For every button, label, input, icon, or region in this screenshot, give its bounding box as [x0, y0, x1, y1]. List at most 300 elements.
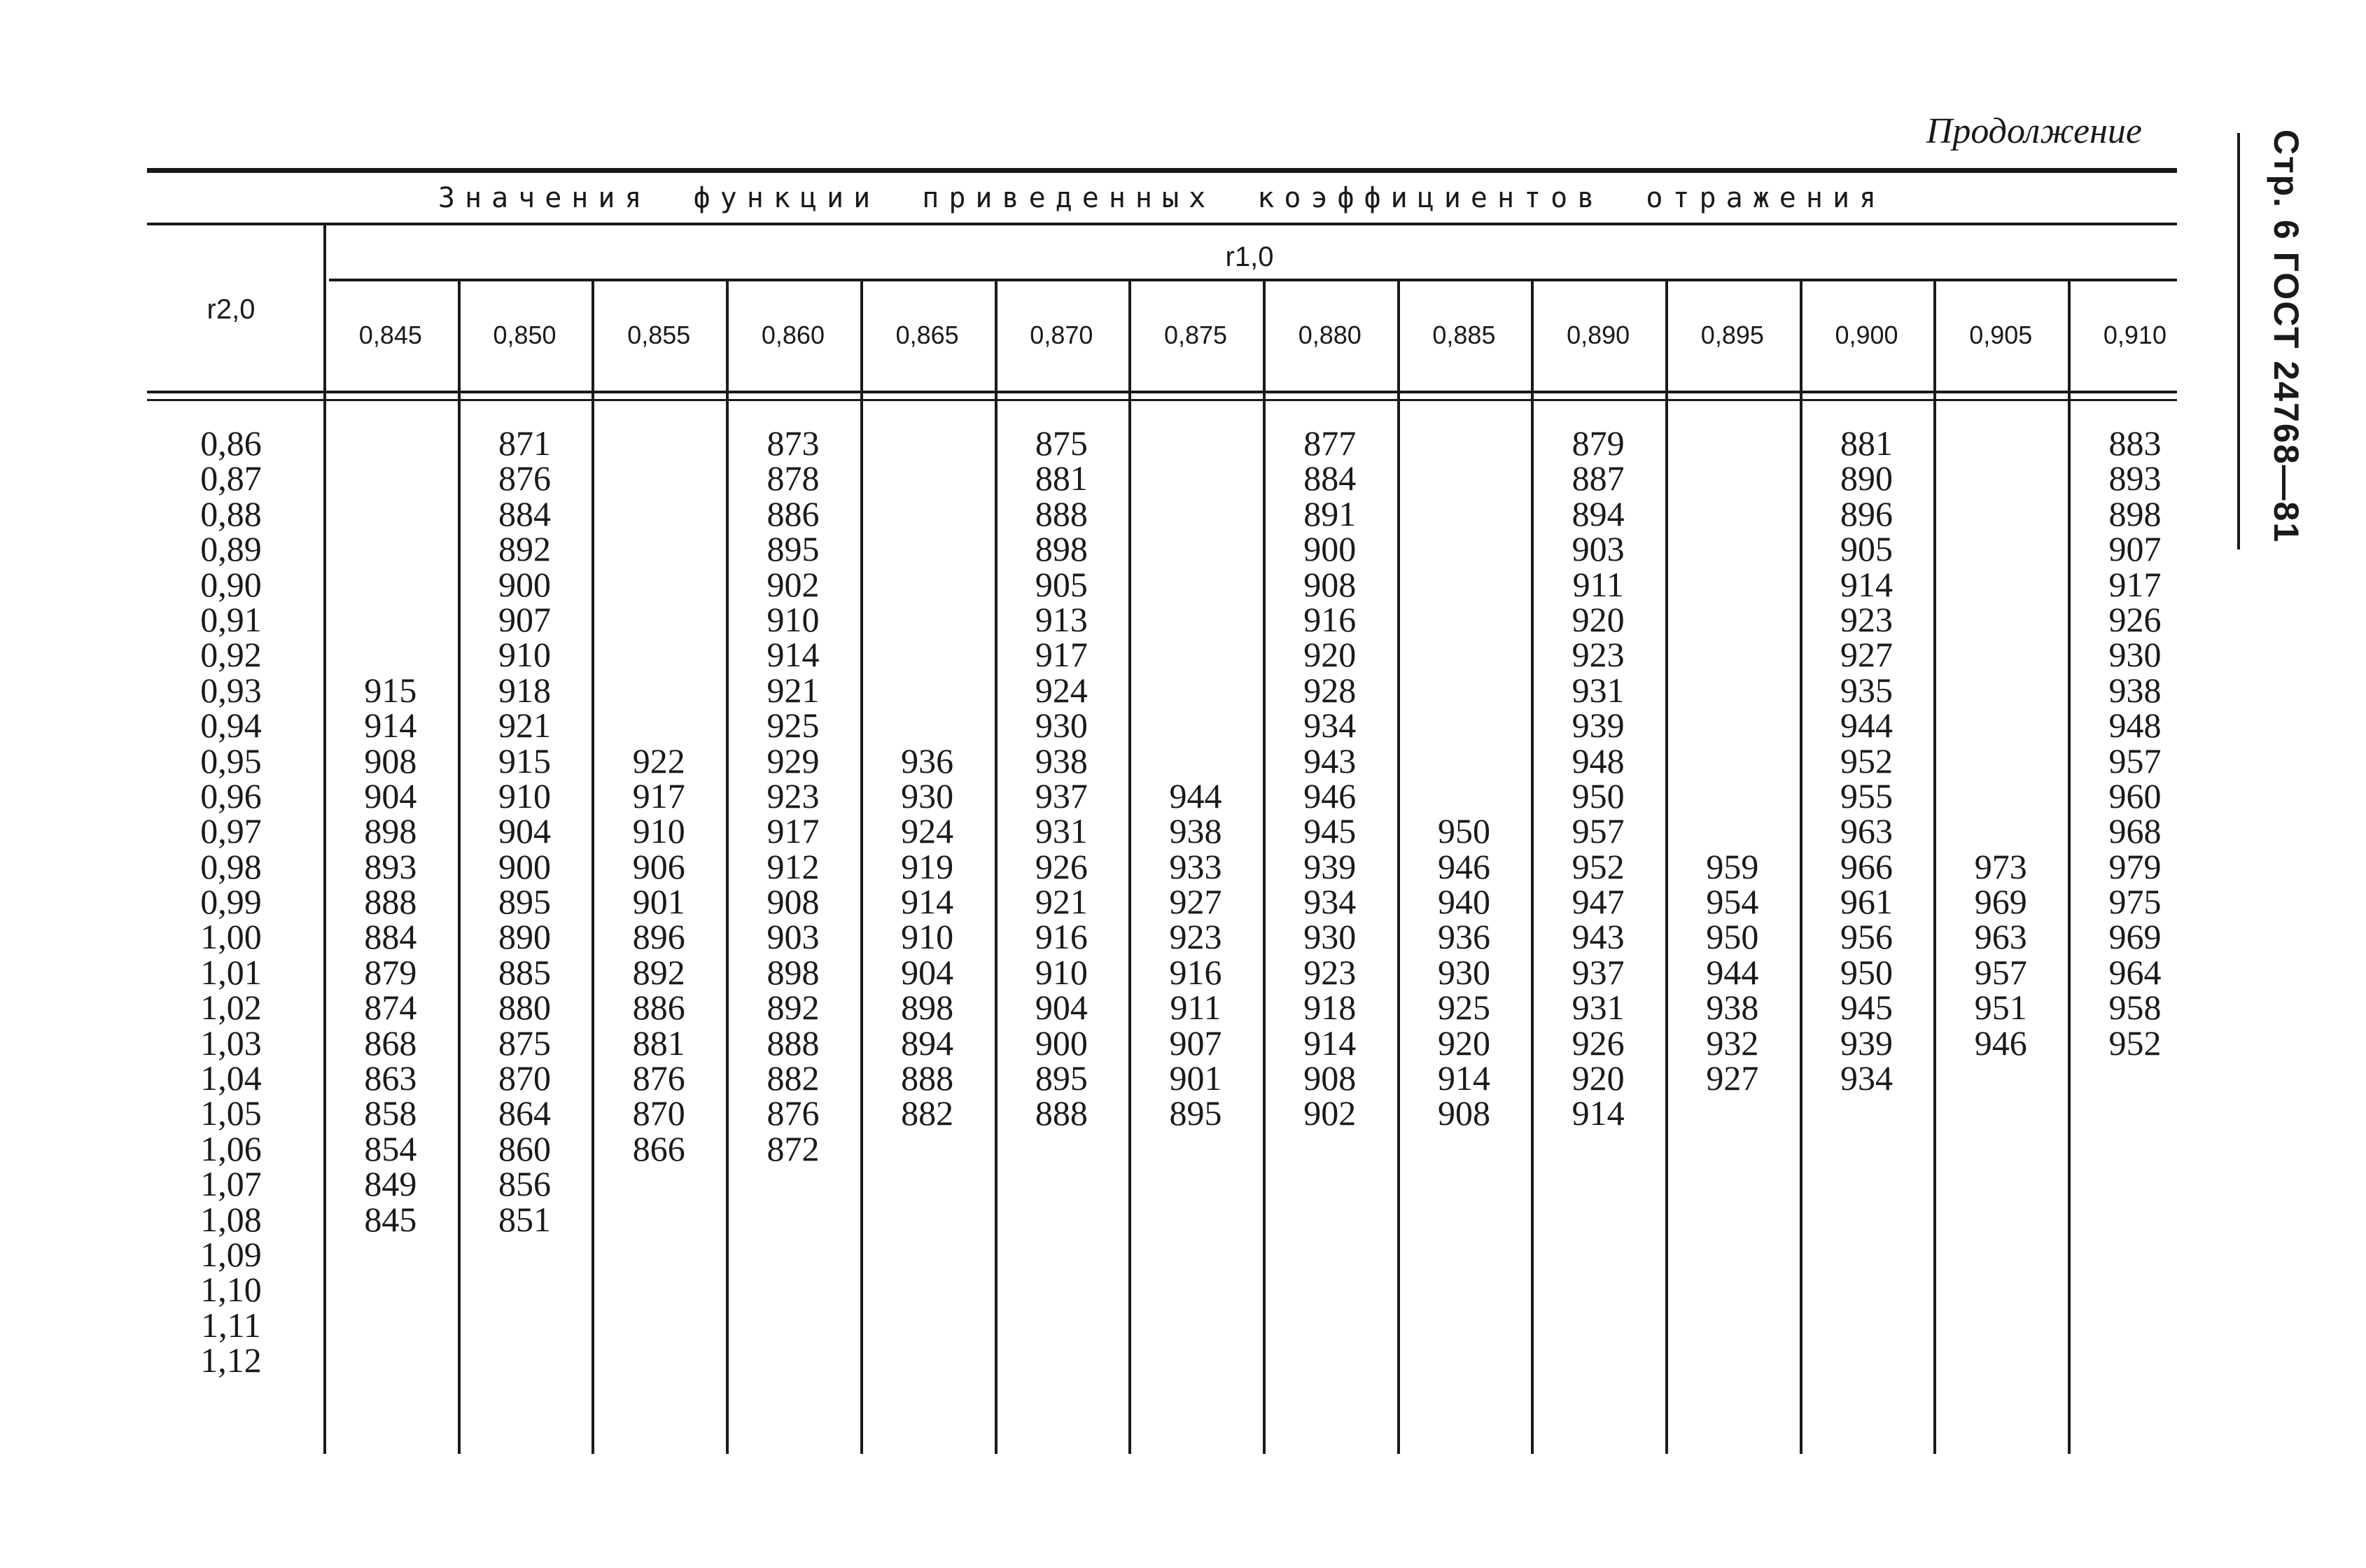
table-cell: 879	[1572, 424, 1625, 463]
data-column	[860, 426, 995, 1378]
table-cell: 888	[1035, 1093, 1088, 1133]
table-cell	[995, 1237, 1129, 1272]
table-cell: 969	[2108, 917, 2162, 957]
table-cell	[995, 1131, 1129, 1166]
table-cell	[323, 1237, 458, 1272]
table-cell: 860	[498, 1128, 552, 1168]
table-cell	[2068, 1166, 2202, 1201]
table-cell	[1397, 637, 1532, 672]
table-cell	[592, 602, 726, 637]
table-cell	[860, 637, 995, 672]
table-cell: 917	[766, 811, 820, 851]
table-cell: 874	[364, 988, 417, 1028]
table-cell	[1397, 567, 1532, 602]
table-cell: 963	[1840, 811, 1893, 851]
table-cell: 898	[364, 811, 417, 851]
row-label: 1,01	[200, 952, 262, 992]
table-cell	[1665, 778, 1800, 813]
row-label: 1,09	[200, 1234, 262, 1274]
table-cell: 926	[1572, 1023, 1625, 1063]
row-label: 0,97	[200, 811, 262, 851]
table-cell	[1665, 602, 1800, 637]
table-cell	[1933, 637, 2068, 672]
table-cell: 939	[1572, 706, 1625, 746]
table-cell	[1665, 1202, 1800, 1237]
table-cell: 948	[1572, 741, 1625, 780]
table-cell	[995, 1308, 1129, 1343]
table-cell	[1665, 1096, 1800, 1130]
table-cell	[323, 567, 458, 602]
table-cell	[323, 1308, 458, 1343]
table-cell: 885	[498, 952, 552, 992]
table-cell: 895	[1035, 1058, 1088, 1098]
table-cell: 956	[1840, 917, 1893, 957]
table-cell: 913	[1035, 599, 1088, 639]
table-cell: 938	[1035, 741, 1088, 780]
table-cell	[458, 1272, 592, 1307]
table-cell	[1397, 1308, 1532, 1343]
table-cell: 915	[364, 670, 417, 710]
table-cell: 905	[1035, 564, 1088, 604]
table-cell: 936	[1437, 917, 1490, 957]
table-cell	[1665, 813, 1800, 848]
table-cell: 934	[1303, 882, 1357, 922]
data-column	[592, 426, 726, 1378]
table-cell: 966	[1840, 846, 1893, 886]
table-cell	[1531, 1131, 1665, 1166]
table-cell: 945	[1303, 811, 1357, 851]
table-cell	[1933, 461, 2068, 496]
table-cell	[860, 1166, 995, 1201]
column-header: 0,885	[1432, 321, 1496, 349]
table-cell	[1800, 1131, 1934, 1166]
table-cell: 936	[901, 741, 954, 780]
table-cell: 919	[901, 846, 954, 886]
table-cell: 898	[766, 952, 820, 992]
table-cell: 868	[364, 1023, 417, 1063]
table-cell: 945	[1840, 988, 1893, 1028]
table-cell: 881	[632, 1023, 685, 1063]
table-cell: 930	[1437, 952, 1490, 992]
table-cell: 910	[901, 917, 954, 957]
row-labels	[147, 426, 315, 1378]
table-cell	[1933, 602, 2068, 637]
table-cell: 914	[1303, 1023, 1357, 1063]
table-cell: 876	[766, 1093, 820, 1133]
table-cell: 890	[498, 917, 552, 957]
table-cell	[860, 602, 995, 637]
table-cell	[592, 1237, 726, 1272]
table-cell	[323, 1272, 458, 1307]
column-header: 0,855	[627, 321, 691, 349]
table-cell	[1933, 1096, 2068, 1130]
table-cell	[1665, 708, 1800, 743]
table-cell: 914	[364, 706, 417, 746]
table-cell	[1531, 1308, 1665, 1343]
table-cell: 916	[1303, 599, 1357, 639]
table-cell	[1128, 743, 1263, 778]
row-label: 0,87	[200, 458, 262, 498]
table-cell: 948	[2108, 706, 2162, 746]
table-cell: 878	[766, 458, 820, 498]
header-rule-1	[147, 391, 2177, 393]
table-cell	[1397, 673, 1532, 708]
row-label: 1,02	[200, 988, 262, 1028]
table-cell: 917	[632, 776, 685, 816]
table-cell	[323, 1343, 458, 1378]
table-cell	[1128, 426, 1263, 461]
table-cell	[458, 1237, 592, 1272]
column-header: 0,910	[2103, 321, 2166, 349]
table-cell: 896	[632, 917, 685, 957]
table-cell	[1933, 813, 2068, 848]
table-cell: 908	[1437, 1093, 1490, 1133]
table-cell: 896	[1840, 493, 1893, 533]
table-cell	[592, 708, 726, 743]
row-label: 0,89	[200, 529, 262, 569]
table-cell: 881	[1035, 458, 1088, 498]
header-rule-2	[147, 399, 2177, 401]
row-label: 0,88	[200, 493, 262, 533]
table-cell	[860, 673, 995, 708]
table-caption: Значения функции приведенных коэффициентов отражения	[438, 182, 1886, 214]
table-cell	[1397, 778, 1532, 813]
table-cell: 918	[1303, 988, 1357, 1028]
table-cell: 934	[1303, 706, 1357, 746]
table-cell: 946	[1437, 846, 1490, 886]
table-cell	[1933, 1272, 2068, 1307]
table-cell: 958	[2108, 988, 2162, 1028]
table-cell: 950	[1572, 776, 1625, 816]
table-cell: 926	[2108, 599, 2162, 639]
table-cell: 937	[1572, 952, 1625, 992]
table-cell: 922	[632, 741, 685, 780]
data-column	[1531, 426, 1665, 1378]
table-cell: 920	[1572, 1058, 1625, 1098]
table-cell	[1665, 567, 1800, 602]
table-cell	[1263, 1237, 1397, 1272]
column-header: 0,850	[493, 321, 556, 349]
table-cell	[1665, 496, 1800, 531]
table-cell	[592, 1308, 726, 1343]
table-cell	[592, 1343, 726, 1378]
table-cell	[860, 1272, 995, 1307]
table-cell: 914	[901, 882, 954, 922]
table-cell	[323, 426, 458, 461]
table-cell	[1128, 1202, 1263, 1237]
row-label: 0,95	[200, 741, 262, 780]
table-cell: 858	[364, 1093, 417, 1133]
table-cell	[860, 567, 995, 602]
table-cell: 910	[632, 811, 685, 851]
table-cell: 946	[1974, 1023, 2027, 1063]
table-cell: 944	[1706, 952, 1759, 992]
table-cell: 884	[364, 917, 417, 957]
table-cell: 940	[1437, 882, 1490, 922]
table-cell: 904	[498, 811, 552, 851]
table-cell: 866	[632, 1128, 685, 1168]
table-cell	[2068, 1096, 2202, 1130]
table-cell	[1263, 1272, 1397, 1307]
table-cell	[592, 673, 726, 708]
row-label: 1,12	[200, 1340, 262, 1380]
row-label: 1,05	[200, 1093, 262, 1133]
table-cell: 934	[1840, 1058, 1893, 1098]
table-cell	[1933, 496, 2068, 531]
column-header: 0,890	[1567, 321, 1630, 349]
table-cell: 939	[1303, 846, 1357, 886]
table-cell: 957	[1572, 811, 1625, 851]
table-cell: 938	[1169, 811, 1222, 851]
table-cell	[1933, 673, 2068, 708]
table-cell: 929	[766, 741, 820, 780]
table-cell: 914	[1840, 564, 1893, 604]
continuation-label: Продолжение	[1926, 111, 2142, 151]
table-cell: 954	[1706, 882, 1759, 922]
table-cell: 930	[1303, 917, 1357, 957]
column-header: 0,905	[1969, 321, 2033, 349]
table-cell: 893	[364, 846, 417, 886]
table-cell: 851	[498, 1199, 552, 1239]
table-cell	[1933, 567, 2068, 602]
table-cell	[1397, 1343, 1532, 1378]
table-cell	[1665, 461, 1800, 496]
table-cell: 935	[1840, 670, 1893, 710]
table-cell	[1397, 531, 1532, 566]
table-cell	[1128, 1343, 1263, 1378]
table-cell: 873	[766, 424, 820, 463]
table-cell: 927	[1706, 1058, 1759, 1098]
caption-rule	[147, 223, 2177, 225]
table-cell	[2068, 1308, 2202, 1343]
table-cell	[1397, 1131, 1532, 1166]
table-cell: 902	[1303, 1093, 1357, 1133]
table-cell	[1665, 743, 1800, 778]
table-cell	[860, 1131, 995, 1166]
table-cell: 863	[364, 1058, 417, 1098]
table-cell	[1933, 1166, 2068, 1201]
row-label: 0,90	[200, 564, 262, 604]
column-header: 0,845	[358, 321, 422, 349]
table-cell: 918	[498, 670, 552, 710]
table-cell	[860, 461, 995, 496]
table-cell	[726, 1308, 860, 1343]
table-cell: 898	[901, 988, 954, 1028]
table-cell: 910	[1035, 952, 1088, 992]
column-header: 0,860	[761, 321, 825, 349]
table-cell: 938	[1706, 988, 1759, 1028]
table-cell	[860, 426, 995, 461]
column-header: 0,865	[895, 321, 959, 349]
table-cell: 915	[498, 741, 552, 780]
table-cell	[1665, 531, 1800, 566]
table-cell: 905	[1840, 529, 1893, 569]
row-label: 0,91	[200, 599, 262, 639]
table-cell: 932	[1706, 1023, 1759, 1063]
data-column	[1800, 426, 1934, 1378]
table-cell: 920	[1437, 1023, 1490, 1063]
table-cell: 908	[1303, 1058, 1357, 1098]
table-cell	[1128, 496, 1263, 531]
table-cell	[995, 1202, 1129, 1237]
table-cell: 892	[766, 988, 820, 1028]
table-cell	[1800, 1096, 1934, 1130]
table-cell	[592, 637, 726, 672]
row-label: 1,07	[200, 1164, 262, 1204]
table-cell	[323, 531, 458, 566]
row-label: 1,08	[200, 1199, 262, 1239]
table-cell: 903	[1572, 529, 1625, 569]
table-cell	[1531, 1202, 1665, 1237]
table-cell	[1665, 426, 1800, 461]
table-cell: 888	[901, 1058, 954, 1098]
table-cell: 925	[1437, 988, 1490, 1028]
table-cell	[860, 496, 995, 531]
table-cell: 944	[1840, 706, 1893, 746]
table-cell: 961	[1840, 882, 1893, 922]
table-cell	[2068, 1343, 2202, 1378]
table-cell: 907	[498, 599, 552, 639]
table-cell: 910	[498, 635, 552, 675]
table-cell	[2068, 1060, 2202, 1096]
table-cell: 895	[498, 882, 552, 922]
table-cell: 884	[1303, 458, 1357, 498]
row-label: 0,99	[200, 882, 262, 922]
table-cell: 864	[498, 1093, 552, 1133]
table-cell	[860, 1202, 995, 1237]
table-cell: 849	[364, 1164, 417, 1204]
table-cell: 943	[1303, 741, 1357, 780]
table-cell: 964	[2108, 952, 2162, 992]
table-cell: 952	[1840, 741, 1893, 780]
table-cell: 912	[766, 846, 820, 886]
table-cell	[1665, 1308, 1800, 1343]
table-cell: 920	[1303, 635, 1357, 675]
table-cell	[592, 1272, 726, 1307]
table-cell: 890	[1840, 458, 1893, 498]
table-cell: 946	[1303, 776, 1357, 816]
table-cell	[1933, 1202, 2068, 1237]
table-cell	[458, 1343, 592, 1378]
table-cell: 898	[1035, 529, 1088, 569]
table-cell	[1933, 531, 2068, 566]
column-header: 0,900	[1835, 321, 1898, 349]
data-column	[323, 426, 458, 1378]
row-label: 1,04	[200, 1058, 262, 1098]
table-cell: 923	[766, 776, 820, 816]
table-cell	[1800, 1343, 1934, 1378]
table-cell: 923	[1840, 599, 1893, 639]
table-cell	[323, 461, 458, 496]
table-cell	[592, 426, 726, 461]
table-cell: 938	[2108, 670, 2162, 710]
table-cell	[1263, 1308, 1397, 1343]
table-cell: 910	[766, 599, 820, 639]
table-cell	[1397, 1272, 1532, 1307]
table-cell: 914	[1572, 1093, 1625, 1133]
table-cell: 883	[2108, 424, 2162, 463]
table-cell	[1128, 1166, 1263, 1201]
table-cell: 887	[1572, 458, 1625, 498]
table-cell	[726, 1202, 860, 1237]
table-cell: 892	[498, 529, 552, 569]
span-header-rule	[329, 279, 2177, 281]
table-cell	[1128, 1272, 1263, 1307]
table-cell	[1128, 708, 1263, 743]
row-label: 0,93	[200, 670, 262, 710]
table-cell	[1397, 1237, 1532, 1272]
table-cell: 923	[1572, 635, 1625, 675]
table-cell	[1665, 1166, 1800, 1201]
table-cell: 875	[1035, 424, 1088, 463]
table-cell: 901	[1169, 1058, 1222, 1098]
table-cell	[1128, 1131, 1263, 1166]
table-cell: 911	[1170, 988, 1222, 1028]
table-cell: 903	[766, 917, 820, 957]
table-cell	[1665, 1131, 1800, 1166]
table-cell	[1665, 1343, 1800, 1378]
stub-header: r2,0	[206, 294, 255, 325]
table-cell	[1933, 1343, 2068, 1378]
table-cell: 894	[1572, 493, 1625, 533]
table-cell: 923	[1169, 917, 1222, 957]
table-cell: 973	[1974, 846, 2027, 886]
table-cell: 888	[364, 882, 417, 922]
table-cell	[1397, 1166, 1532, 1201]
row-label: 0,98	[200, 846, 262, 886]
table-cell: 959	[1706, 846, 1759, 886]
table-cell: 917	[1035, 635, 1088, 675]
table-cell	[995, 1272, 1129, 1307]
table-cell	[1397, 426, 1532, 461]
table-cell	[592, 1166, 726, 1201]
data-column	[458, 426, 592, 1378]
table-cell	[860, 1343, 995, 1378]
table-cell: 927	[1169, 882, 1222, 922]
table-cell	[592, 531, 726, 566]
table-cell: 893	[2108, 458, 2162, 498]
table-cell: 911	[1572, 564, 1624, 604]
table-cell	[1397, 602, 1532, 637]
table-cell	[1933, 1060, 2068, 1096]
row-label: 1,00	[200, 917, 262, 957]
table-cell: 979	[2108, 846, 2162, 886]
data-column	[1263, 426, 1397, 1378]
table-cell: 888	[766, 1023, 820, 1063]
table-cell: 975	[2108, 882, 2162, 922]
table-cell	[2068, 1131, 2202, 1166]
column-header: 0,870	[1030, 321, 1093, 349]
table-cell: 951	[1974, 988, 2027, 1028]
table-cell: 870	[498, 1058, 552, 1098]
table-cell	[1531, 1166, 1665, 1201]
table-cell	[1128, 1237, 1263, 1272]
table-cell	[860, 1308, 995, 1343]
table-cell	[1263, 1343, 1397, 1378]
table-cell	[592, 567, 726, 602]
top-rule	[147, 168, 2177, 173]
table-cell: 881	[1840, 424, 1893, 463]
table-cell: 963	[1974, 917, 2027, 957]
table-cell: 904	[364, 776, 417, 816]
table-cell: 928	[1303, 670, 1357, 710]
table-cell: 950	[1706, 917, 1759, 957]
table-cell	[1800, 1237, 1934, 1272]
table-cell: 925	[766, 706, 820, 746]
table-cell: 930	[1035, 706, 1088, 746]
table-cell: 943	[1572, 917, 1625, 957]
table-cell: 926	[1035, 846, 1088, 886]
